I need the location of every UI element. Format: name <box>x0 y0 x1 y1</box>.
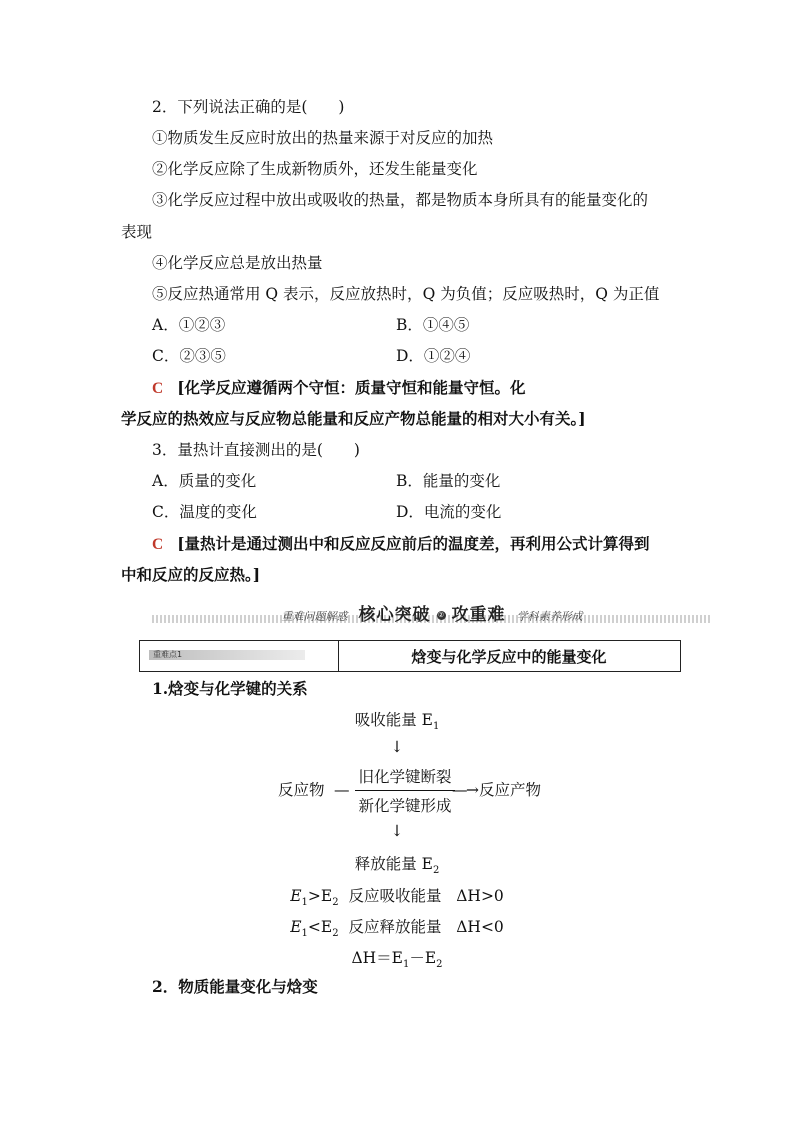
q2-answer: C <box>152 380 164 397</box>
topic-box <box>139 640 681 672</box>
q3-explanation-cont: 中和反应的反应热。] <box>121 565 261 584</box>
release-energy: 释放能量 $E_2$ <box>354 855 440 877</box>
old-bond-label: 旧化学键断裂 <box>358 768 452 786</box>
q2-item-3-cont: 表现 <box>121 223 153 241</box>
new-bond-label: 新化学键形成 <box>358 797 452 815</box>
q3-option-b: B．能量的变化 <box>396 472 501 490</box>
product-label: →反应产物 <box>466 781 541 799</box>
q2-item-5: ⑤反应热通常用 Q 表示，反应放热时，Q 为负值；反应吸热时，Q 为正值 <box>152 285 660 303</box>
q3-option-c: C．温度的变化 <box>152 503 257 521</box>
dash-right: — <box>452 781 468 799</box>
section1-heading: 1.焓变与化学键的关系 <box>152 679 308 698</box>
arrow-down-icon-2: ↓ <box>390 822 404 840</box>
section-banner <box>152 600 712 624</box>
topic-tag-cell <box>140 641 339 671</box>
q3-option-d: D．电流的变化 <box>396 503 502 521</box>
q3-stem: 3．量热计直接测出的是( ) <box>152 441 360 459</box>
banner-right-caption: 学科素养形成 <box>516 610 583 623</box>
relation-release: $E_1<E_2$ 反应释放能量 ΔH<0 <box>290 918 504 940</box>
absorb-energy: 吸收能量 $E_1$ <box>354 711 440 733</box>
arrow-down-icon: ↓ <box>390 738 404 756</box>
reactant-label: 反应物 <box>278 781 325 799</box>
q2-item-2: ②化学反应除了生成新物质外，还发生能量变化 <box>152 160 478 178</box>
q2-option-a: A．①②③ <box>152 316 226 334</box>
q2-explanation: C [化学反应遵循两个守恒：质量守恒和能量守恒。化 <box>152 378 526 397</box>
enthalpy-formula: $\Delta H=E_1-E_2$ <box>351 949 443 971</box>
dash-left: — <box>334 781 350 799</box>
q2-explanation-cont: 学反应的热效应与反应物总能量和反应产物总能量的相对大小有关。] <box>121 409 586 428</box>
q3-option-a: A．质量的变化 <box>152 472 257 490</box>
topic-tag: 重难点1 <box>149 650 305 660</box>
topic-title: 焓变与化学反应中的能量变化 <box>411 648 607 666</box>
q3-answer: C <box>152 536 164 553</box>
q2-stem: 2．下列说法正确的是( ) <box>152 98 345 116</box>
q2-option-b: B．①④⑤ <box>396 316 470 334</box>
bond-change <box>355 765 455 816</box>
banner-title-1: 核心突破 <box>358 605 431 625</box>
bond-divider <box>355 790 455 791</box>
q2-option-c: C．②③⑤ <box>152 347 226 365</box>
q3-explanation: C [量热计是通过测出中和反应反应前后的温度差，再利用公式计算得到 <box>152 534 650 553</box>
section2-heading: 2．物质能量变化与焓变 <box>152 977 318 996</box>
relation-absorb: $E_1>E_2$ 反应吸收能量 ΔH>0 <box>290 887 504 909</box>
q2-option-d: D．①②④ <box>396 347 471 365</box>
q2-item-1: ①物质发生反应时放出的热量来源于对反应的加热 <box>152 129 494 147</box>
q2-item-4: ④化学反应总是放出热量 <box>152 254 323 272</box>
q2-item-3: ③化学反应过程中放出或吸收的热量，都是物质本身所具有的能量变化的 <box>152 191 649 209</box>
banner-dot-icon: ② <box>437 611 445 619</box>
banner-left-caption: 重难问题解惑 <box>281 610 348 623</box>
banner-title-2: 攻重难 <box>451 605 506 625</box>
